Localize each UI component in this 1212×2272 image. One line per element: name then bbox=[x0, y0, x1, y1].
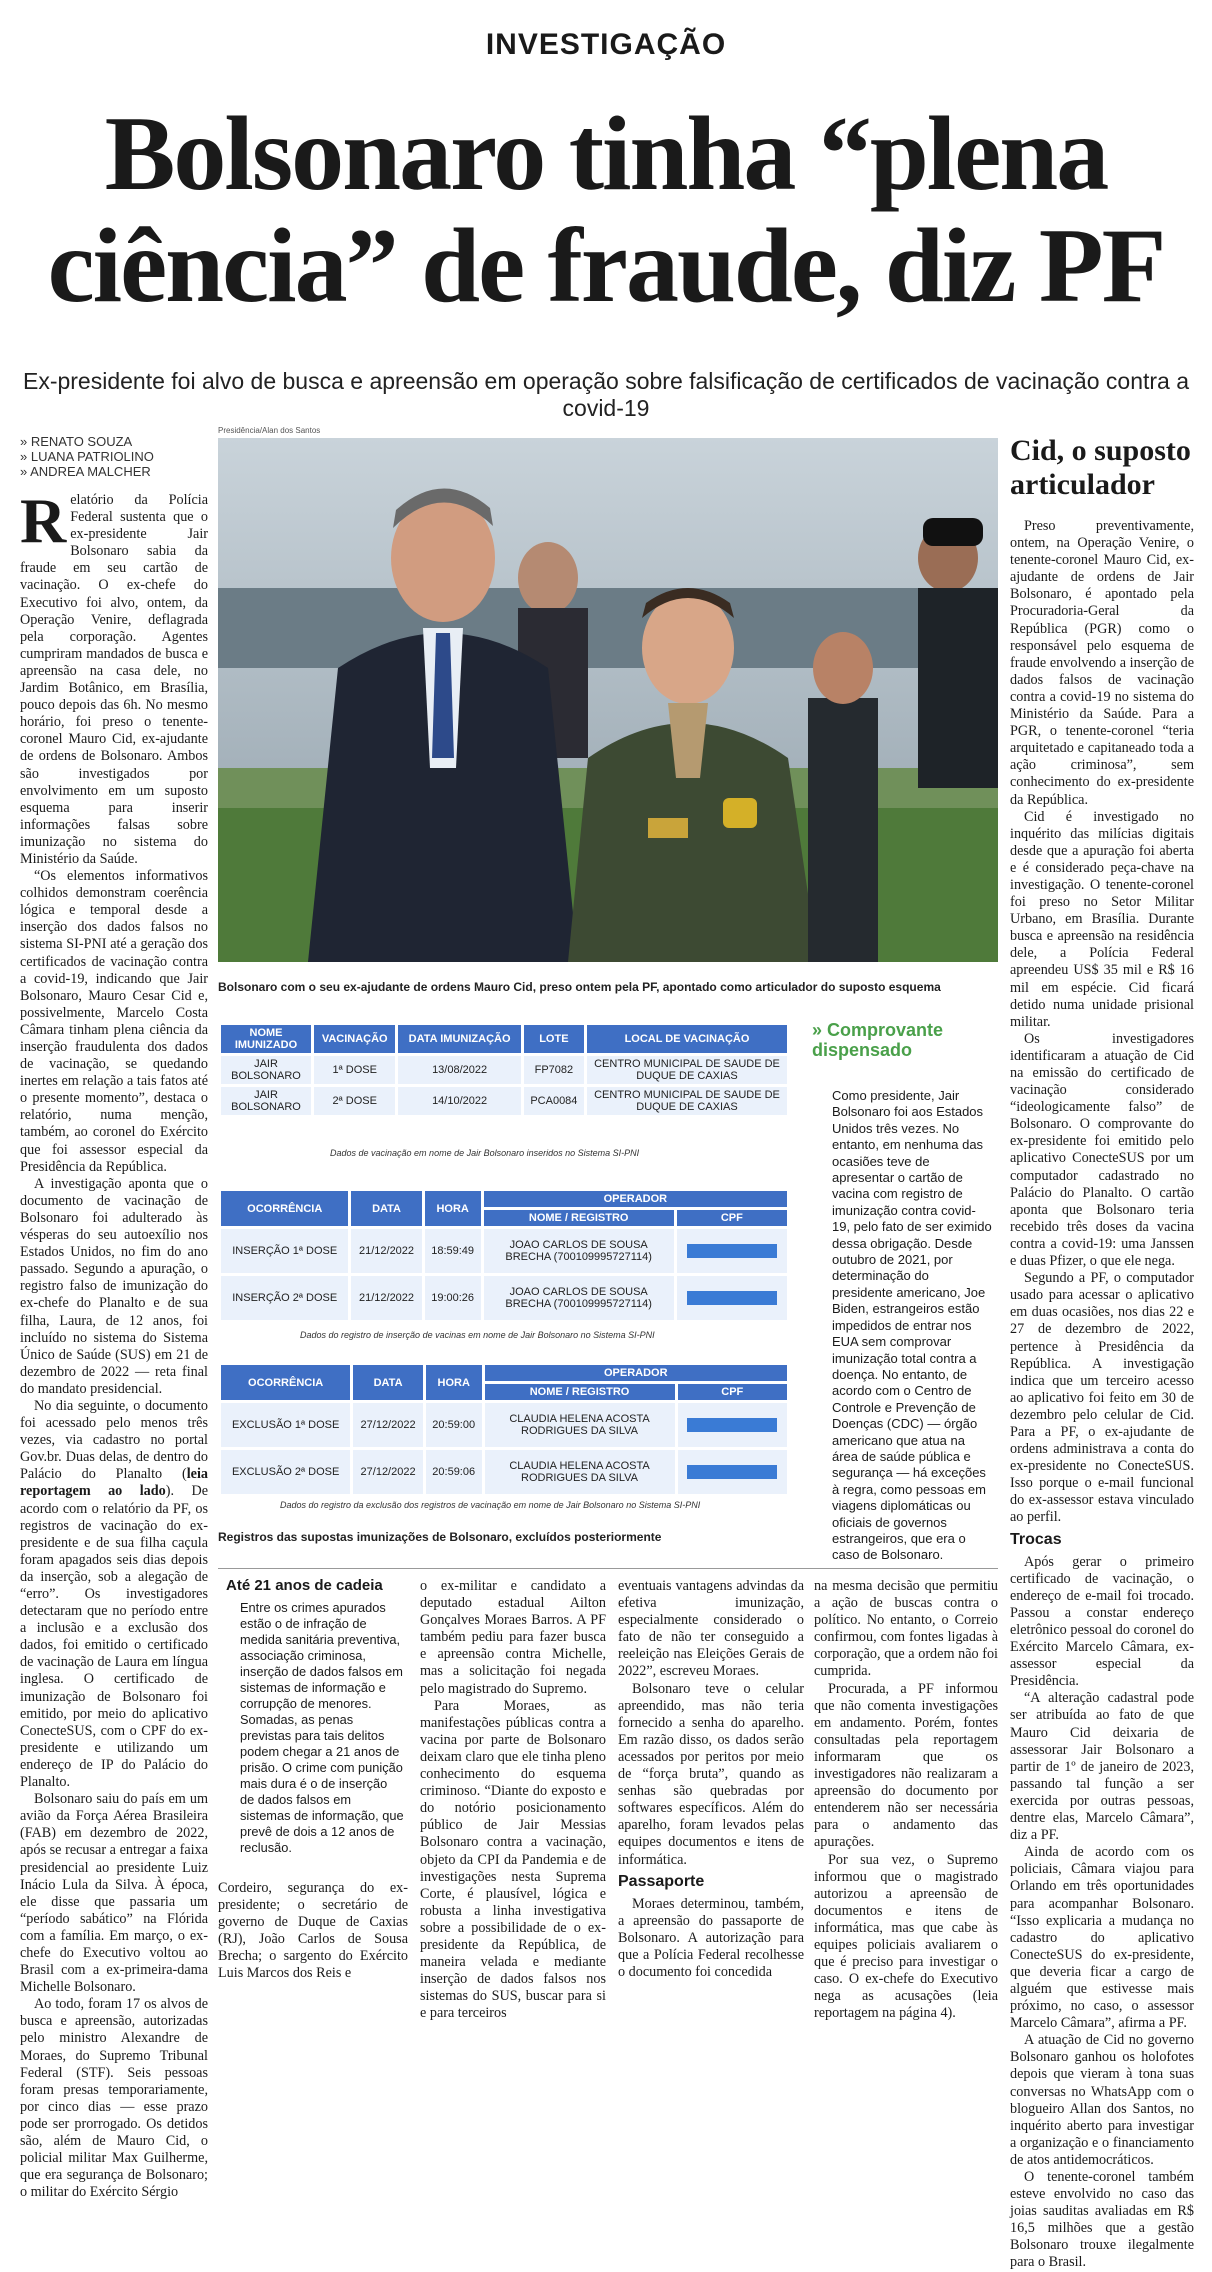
table-cell: CENTRO MUNICIPAL DE SAUDE DE DUQUE DE CAXIAS bbox=[587, 1087, 787, 1115]
table-cell: 18:59:49 bbox=[425, 1229, 481, 1273]
table-header: OPERADOR bbox=[485, 1365, 787, 1381]
table-cell: PCA0084 bbox=[524, 1087, 584, 1115]
article-paragraph: Procurada, a PF informou que não comenta investigações em andamento. Porém, fontes consultadas pela reportagem informaram que os investigadores não realizaram a apreensão do documento por entenderem não ser necessária para o andamento das apurações. bbox=[814, 1680, 998, 1851]
table-note: Dados de vacinação em nome de Jair Bolsonaro inseridos no Sistema SI-PNI bbox=[330, 1148, 640, 1158]
deletion-records-table bbox=[218, 1362, 790, 1497]
table-cell: FP7082 bbox=[524, 1056, 584, 1084]
dropcap: R bbox=[20, 485, 67, 556]
redacted-cpf bbox=[687, 1418, 777, 1432]
table-cell: 14/10/2022 bbox=[398, 1087, 520, 1115]
table-cell: 20:59:00 bbox=[426, 1403, 482, 1447]
redacted-cpf bbox=[687, 1244, 777, 1258]
box-title: Até 21 anos de cadeia bbox=[226, 1577, 383, 1594]
redacted-cpf bbox=[687, 1465, 777, 1479]
table-cell: EXCLUSÃO 1ª DOSE bbox=[221, 1403, 350, 1447]
article-paragraph: “A alteração cadastral pode ser atribuída ao fato de que Mauro Cid deixaria de assessorar Jair Bolsonaro a partir de 1º de janeiro de 2023, passando tal função a ser exercida por outras pessoas, dentre elas, Marcelo Câmara”, diz a PF. bbox=[1010, 1690, 1194, 1844]
article-paragraph: Bolsonaro teve o celular apreendido, mas não teria fornecido a senha do aparelho. Em razão disso, os dados serão acessados por peritos por meio de “força bruta”, quando as senhas são quebradas por softwares específicos. Além do aparelho, foram levados pelas equipes documentos e itens de informática. bbox=[618, 1680, 804, 1868]
table-header: DATA bbox=[353, 1365, 423, 1400]
table-header: CPF bbox=[678, 1384, 787, 1400]
table-header: LOCAL DE VACINAÇÃO bbox=[587, 1025, 787, 1053]
tables-caption: Registros das supostas imunizações de Bolsonaro, excluídos posteriormente bbox=[218, 1530, 662, 1544]
table-cell: 1ª DOSE bbox=[314, 1056, 395, 1084]
table-header: LOTE bbox=[524, 1025, 584, 1053]
table-cell: JOAO CARLOS DE SOUSA BRECHA (700109995727114) bbox=[484, 1229, 674, 1273]
article-paragraph: Cid é investigado no inquérito das milícias digitais desde que a apuração foi aberta e é considerado peça-chave na investigação. O tenente-coronel foi preso no Setor Militar Urbano, em Brasília. Durante busca e apreensão na residência dele, a Polícia Federal apreendeu US$ 35 mil e R$ 16 mil em espécie. Cid ficará detido numa unidade prisional militar. bbox=[1010, 808, 1194, 1030]
cadeia-body: Entre os crimes apurados estão o de infração de medida sanitária preventiva, associação criminosa, inserção de dados falsos em sistemas de informação e corrupção de menores. Somadas, as penas previstas para tais delitos podem chegar a 21 anos de prisão. O crime com punição mais dura é o de inserção de dados falsos em sistemas de informação, que prevê de dois a 12 anos de reclusão. bbox=[240, 1600, 404, 1855]
table-cell bbox=[678, 1450, 787, 1494]
table-note: Dados do registro de inserção de vacinas em nome de Jair Bolsonaro no Sistema SI-PNI bbox=[300, 1330, 655, 1340]
table-header: DATA IMUNIZAÇÃO bbox=[398, 1025, 520, 1053]
byline-author: » LUANA PATRIOLINO bbox=[20, 449, 154, 464]
photo-illustration bbox=[218, 438, 998, 962]
article-paragraph: Os investigadores identificaram a atuação de Cid na emissão do certificado de vacinação considerado “ideologicamente falso” de Bolsonaro. O comprovante do ex-presidente foi emitido pelo aplicativo ConecteSUS por um computador cadastrado no Palácio do Planalto. O cartão aponta que Bolsonaro teria recebido três doses da vacina contra a covid-19: uma Janssen e duas Pfizer, o que ele nega. bbox=[1010, 1030, 1194, 1270]
subsection-title: Trocas bbox=[1010, 1530, 1062, 1548]
table-header-row bbox=[221, 1365, 787, 1381]
lower-column-5 bbox=[814, 1578, 998, 2022]
article-paragraph: A atuação de Cid no governo Bolsonaro ganhou os holofotes depois que vieram à tona suas conversas no WhatsApp com o blogueiro Allan dos Santos, no inquérito aberto para investigar a organização e o financiamento de atos antidemocráticos. bbox=[1010, 2032, 1194, 2168]
table-header: OPERADOR bbox=[484, 1191, 787, 1207]
photo-credit: Presidência/Alan dos Santos bbox=[218, 426, 321, 435]
table-header: HORA bbox=[426, 1365, 482, 1400]
article-paragraph: na mesma decisão que permitiu a ação de buscas contra o político. No entanto, o Correio confirmou, com fontes ligadas à corporação, que a ordem não foi cumprida. bbox=[814, 1578, 998, 1680]
article-paragraph: Bolsonaro saiu do país em um avião da Força Aérea Brasileira (FAB) em dezembro de 2022, após se recusar a entregar a faixa presidencial ao presidente Luiz Inácio Lula da Silva. À época, ele disse que passaria um “período sabático” na Flórida com a família. Em março, o ex-chefe do Executivo voltou ao Brasil com a ex-primeira-dama Michelle Bolsonaro. bbox=[20, 1791, 208, 1996]
subsection-title: Passaporte bbox=[618, 1872, 705, 1890]
lower-column-3 bbox=[420, 1578, 606, 2022]
lower-column-2-end: Cordeiro, segurança do ex-presidente; o secretário de governo de Duque de Caxias (RJ), João Carlos de Sousa Brecha; o sargento do Exército Luis Marcos dos Reis e bbox=[218, 1880, 408, 1982]
photo-caption: Bolsonaro com o seu ex-ajudante de ordens Mauro Cid, preso ontem pela PF, apontado como articulador do suposto esquema bbox=[218, 980, 941, 994]
table-cell: INSERÇÃO 2ª DOSE bbox=[221, 1276, 348, 1320]
article-paragraph: “Os elementos informativos colhidos demonstram coerência lógica e temporal desde a inserção dos dados falsos no sistema SI-PNI até a geração dos certificados de vacinação contra a covid-19, indicando que Jair Bolsonaro, Mauro Cesar Cid e, possivelmente, Marcelo Costa Câmara tinham plena ciência da inserção fraudulenta dos dados de vacinação, se quedando inertes em relação a tais fatos até o presente momento”, destaca o relatório, numa menção, também, ao coronel do Exército que foi assessor especial da Presidência da República. bbox=[20, 868, 208, 1175]
table-cell: 21/12/2022 bbox=[351, 1229, 421, 1273]
article-paragraph: Após gerar o primeiro certificado de vacinação, o endereço de e-mail foi trocado. Passou a constar endereço eletrônico pessoal do coronel do Exército Marcelo Câmara, ex-assessor especial da Presidência. bbox=[1010, 1553, 1194, 1690]
headline bbox=[20, 95, 1192, 324]
table-row bbox=[221, 1403, 787, 1447]
article-paragraph: o ex-militar e candidato a deputado estadual Ailton Gonçalves Moraes Barros. A PF também pediu para fazer busca e apreensão contra Michelle, mas a solicitação foi negada pelo magistrado do Supremo. bbox=[420, 1578, 606, 1697]
table-cell bbox=[678, 1403, 787, 1447]
lower-column-4 bbox=[618, 1578, 804, 1981]
main-article-column bbox=[20, 485, 208, 2201]
article-paragraph: O tenente-coronel também esteve envolvido no caso das joias sauditas avaliadas em R$ 16,5 milhões que a gestão Bolsonaro trouxe ilegalmente para o Brasil. bbox=[1010, 2169, 1194, 2271]
comprovante-box bbox=[812, 1020, 992, 1060]
redacted-cpf bbox=[687, 1291, 777, 1305]
table-row bbox=[221, 1276, 787, 1320]
table-header: DATA bbox=[351, 1191, 421, 1226]
table-cell bbox=[677, 1229, 787, 1273]
table-cell: CENTRO MUNICIPAL DE SAUDE DE DUQUE DE CAXIAS bbox=[587, 1056, 787, 1084]
article-paragraph: Para Moraes, as manifestações públicas contra a vacina por parte de Bolsonaro deixam claro que ele tinha pleno conhecimento do esquema criminoso. “Diante do exposto e do notório posicionamento público de Jair Messias Bolsonaro contra a vacinação, objeto da CPI da Pandemia e de investigações nesta Suprema Corte, é plausível, lógica e robusta a linha investigativa sobre a possibilidade de o ex-presidente da República, de maneira velada e mediante inserção de dados falsos nos sistemas do SUS, buscar para si e para terceiros bbox=[420, 1697, 606, 2022]
table-cell: 13/08/2022 bbox=[398, 1056, 520, 1084]
cid-article-column bbox=[1010, 518, 1194, 2271]
article-paragraph: Por sua vez, o Supremo informou que o magistrado autorizou a apreensão de documentos e itens de informática, mas que cabe às equipes policiais avaliarem o que é preciso para investigar o caso. O ex-chefe do Executivo nega as acusações (leia reportagem na página 4). bbox=[814, 1851, 998, 2022]
cadeia-box bbox=[226, 1576, 406, 1596]
table-header: NOME / REGISTRO bbox=[485, 1384, 675, 1400]
table-cell: 20:59:06 bbox=[426, 1450, 482, 1494]
table-cell: EXCLUSÃO 2ª DOSE bbox=[221, 1450, 350, 1494]
table-note: Dados do registro da exclusão dos registros de vacinação em nome de Jair Bolsonaro no Sistema SI-PNI bbox=[280, 1500, 701, 1510]
table-cell: JOAO CARLOS DE SOUSA BRECHA (700109995727114) bbox=[484, 1276, 674, 1320]
article-paragraph: Segundo a PF, o computador usado para acessar o aplicativo em duas ocasiões, nos dias 22 e 27 de dezembro de 2022, pertence à Presidência da República. A investigação indica que um terceiro acesso ao aplicativo foi feito em 30 de dezembro pelo celular de Cid. Para a PF, o ex-ajudante de ordens administrava a conta do ex-presidente no ConecteSUS. Isso porque o e-mail funcional do ex-assessor estava vinculado ao perfil. bbox=[1010, 1270, 1194, 1526]
table-header: OCORRÊNCIA bbox=[221, 1191, 348, 1226]
table-cell: 19:00:26 bbox=[425, 1276, 481, 1320]
table-cell bbox=[677, 1276, 787, 1320]
table-row bbox=[221, 1056, 787, 1084]
article-paragraph: Ainda de acordo com os policiais, Câmara viajou para Orlando em três oportunidades para acompanhar Bolsonaro. “Isso explicaria a mudança no cadastro do aplicativo ConecteSUS do ex-presidente, que deveria ficar a cargo de alguém que estivesse mais próximo, no caso, o assessor Marcelo Câmara”, afirma a PF. bbox=[1010, 1844, 1194, 2032]
byline bbox=[20, 434, 154, 479]
table-cell: 27/12/2022 bbox=[353, 1450, 423, 1494]
byline-author: » RENATO SOUZA bbox=[20, 434, 133, 449]
subheadline: Ex-presidente foi alvo de busca e apreensão em operação sobre falsificação de certificados de vacinação contra a covid-19 bbox=[22, 368, 1190, 421]
table-cell: CLAUDIA HELENA ACOSTA RODRIGUES DA SILVA bbox=[485, 1450, 675, 1494]
table-header: NOME IMUNIZADO bbox=[221, 1025, 311, 1053]
comprovante-body: Como presidente, Jair Bolsonaro foi aos Estados Unidos três vezes. No entanto, em nenhuma das ocasiões teve de apresentar o cartão de vacina com registro de imunização contra covid-19, pelo fato de ser eximido dessa obrigação. Desde outubro de 2021, por determinação do presidente americano, Joe Biden, estrangeiros estão impedidos de entrar nos EUA sem comprovar imunização total contra a doença. No entanto, de acordo com o Centro de Controle e Prevenção de Doenças (CDC) — órgão americano que atua na área de saúde pública e segurança — há exceções à regra, como pessoas em viagens diplomáticas ou oficiais de governos estrangeiros, que era o caso de Bolsonaro. bbox=[832, 1088, 992, 1563]
divider bbox=[218, 1568, 998, 1569]
table-cell: 21/12/2022 bbox=[351, 1276, 421, 1320]
section-tag: INVESTIGAÇÃO bbox=[485, 28, 727, 61]
headline-line-2: ciência” de fraude, diz PF bbox=[47, 207, 1165, 324]
table-header: VACINAÇÃO bbox=[314, 1025, 395, 1053]
article-paragraph: Moraes determinou, também, a apreensão do passaporte de Bolsonaro. A autorização para que a Polícia Federal recolhesse o documento foi concedida bbox=[618, 1895, 804, 1981]
headline-line-1: Bolsonaro tinha “plena bbox=[104, 95, 1108, 212]
box-title: » Comprovante dispensado bbox=[812, 1020, 944, 1060]
table-cell: 2ª DOSE bbox=[314, 1087, 395, 1115]
table-header-row bbox=[221, 1191, 787, 1207]
table-cell: INSERÇÃO 1ª DOSE bbox=[221, 1229, 348, 1273]
article-paragraph: A investigação aponta que o documento de vacinação de Bolsonaro foi adulterado às vésperas do seu autoexílio nos Estados Unidos, no fim do ano passado. Segundo a apuração, o registro falso de imunização do ex-chefe do Planalto e de sua filha, Laura, de 12 anos, foi incluído no sistema do Sistema Único de Saúde (SUS) em 21 de dezembro de 2022 — reta final do mandato presidencial. bbox=[20, 1175, 208, 1397]
article-paragraph: eventuais vantagens advindas da efetiva imunização, especialmente considerado o fato de não ter conseguido a reeleição nas Eleições Gerais de 2022”, escreveu Moraes. bbox=[618, 1578, 804, 1680]
article-paragraph: Ao todo, foram 17 os alvos de busca e apreensão, autorizadas pelo ministro Alexandre de Moraes, do Supremo Tribunal Federal (STF). Seis pessoas foram presas temporariamente, por cinco dias — esse prazo pode ser prorrogado. Os detidos são, além de Mauro Cid, o policial militar Max Guilherme, que era segurança de Bolsonaro; o militar do Exército Sérgio bbox=[20, 1996, 208, 2201]
table-header-row bbox=[221, 1025, 787, 1053]
table-cell: 27/12/2022 bbox=[353, 1403, 423, 1447]
table-row bbox=[221, 1450, 787, 1494]
table-row bbox=[221, 1087, 787, 1115]
table-header: OCORRÊNCIA bbox=[221, 1365, 350, 1400]
photo-bolsonaro-cid bbox=[218, 438, 998, 962]
cid-article-title: Cid, o suposto articulador bbox=[1010, 434, 1191, 501]
table-cell: CLAUDIA HELENA ACOSTA RODRIGUES DA SILVA bbox=[485, 1403, 675, 1447]
article-paragraph: No dia seguinte, o documento foi acessado pelo menos três vezes, via cadastro no portal Gov.br. Duas delas, de dentro do Palácio do Planalto (leia reportagem ao lado). De acordo com o relatório da PF, os registros de vacinação do ex-presidente e de sua filha caçula foram apagados seis dias depois da inserção, sob a alegação de “erro”. Os investigadores detectaram que no período entre a inclusão e a exclusão dos dados, foi emitido o certificado de vacinação de Laura em língua inglesa. O certificado de imunização de Bolsonaro foi emitido, por meio do aplicativo ConecteSUS, com o CPF do ex-presidente e utilizando um endereço de IP do Palácio do Planalto. bbox=[20, 1397, 208, 1791]
table-header: NOME / REGISTRO bbox=[484, 1210, 674, 1226]
vaccine-records-table bbox=[218, 1022, 790, 1118]
byline-author: » ANDREA MALCHER bbox=[20, 464, 151, 479]
table-header: HORA bbox=[425, 1191, 481, 1226]
article-paragraph: elatório da Polícia Federal sustenta que o ex-presidente Jair Bolsonaro sabia da fraude em seu cartão de vacinação. O ex-chefe do Executivo foi alvo, ontem, da Operação Venire, deflagrada pela corporação. Agentes cumpriram mandados de busca e apreensão na casa dele, no Jardim Botânico, em Brasília, pouco depois das 6h. No mesmo horário, foi preso o tenente-coronel Mauro Cid, ex-ajudante de ordens de Bolsonaro. Ambos são investigados por envolvimento em um suposto esquema para inserir informações falsas sobre imunização no sistema do Ministério da Saúde. bbox=[20, 492, 208, 867]
cross-reference[interactable]: leia reportagem ao lado bbox=[20, 1466, 208, 1500]
insertion-records-table bbox=[218, 1188, 790, 1323]
article-paragraph: Preso preventivamente, ontem, na Operação Venire, o tenente-coronel Mauro Cid, ex-ajudante de ordens de Jair Bolsonaro, é apontado pela Procuradoria-Geral da República (PGR) como o responsável pelo esquema de fraude envolvendo a inserção de dados falsos de vacinação contra a covid-19 no sistema do Ministério da Saúde. Para a PGR, o tenente-coronel “teria arquitetado e capitaneado toda a ação criminosa”, sem conhecimento do ex-presidente da República. bbox=[1010, 518, 1194, 808]
table-header: CPF bbox=[677, 1210, 787, 1226]
table-row bbox=[221, 1229, 787, 1273]
table-cell: JAIR BOLSONARO bbox=[221, 1087, 311, 1115]
table-cell: JAIR BOLSONARO bbox=[221, 1056, 311, 1084]
